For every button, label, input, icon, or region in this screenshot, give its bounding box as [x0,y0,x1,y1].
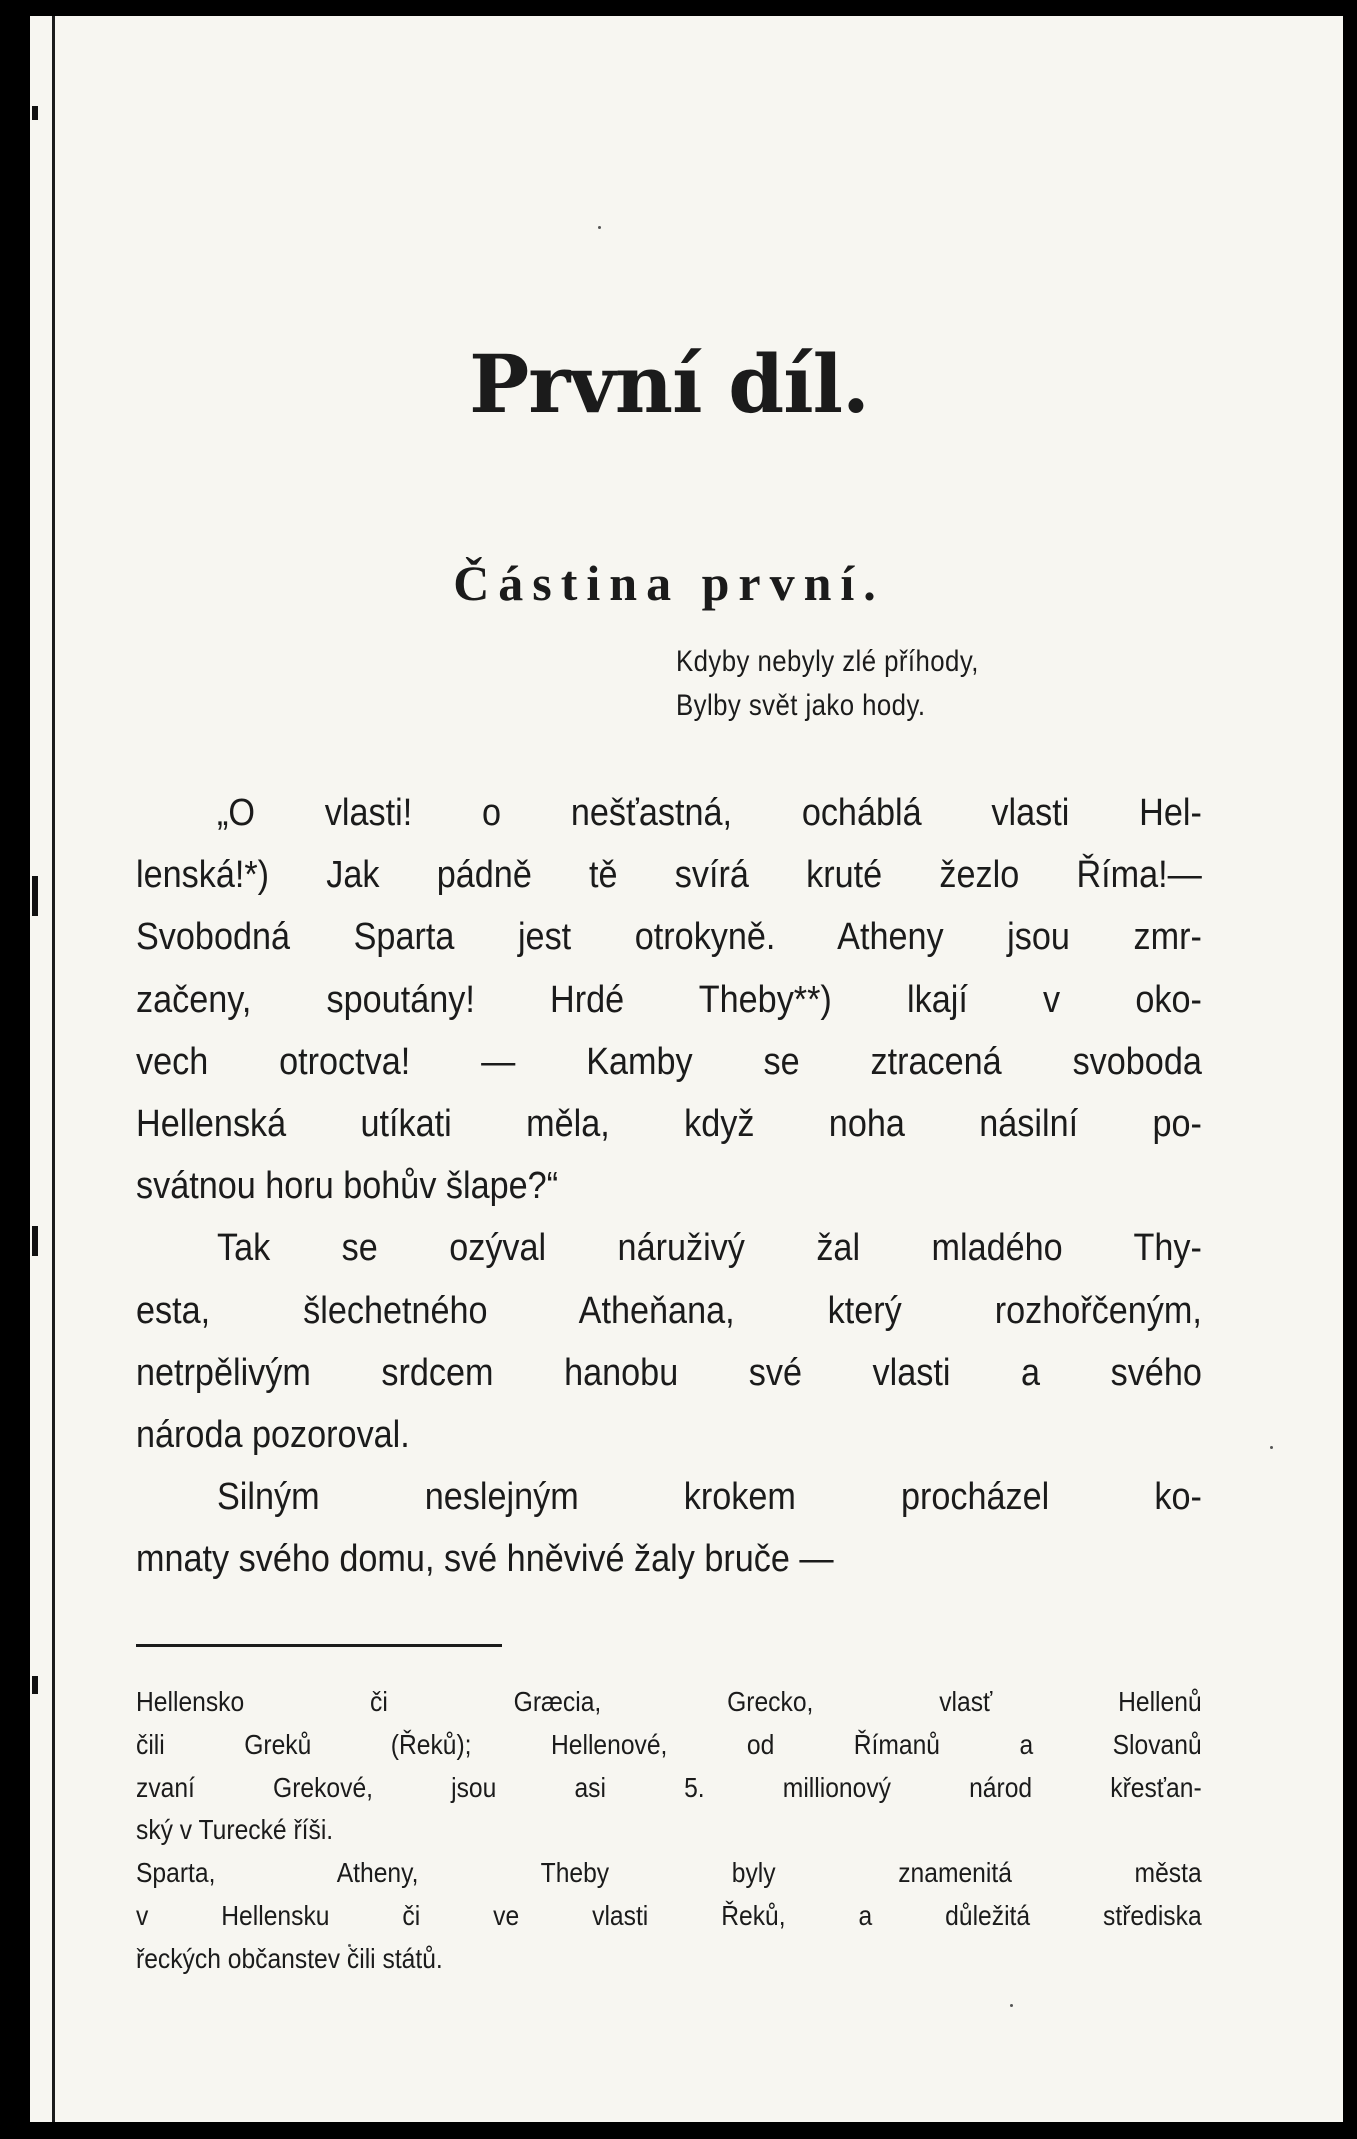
footnotes [136,1681,1202,1981]
text-line: vech otroctva! — Kamby se ztracená svoboda [136,1040,1202,1083]
text-line: Tak se ozýval náruživý žal mladého Thy- [217,1227,1202,1270]
footnote-line: ský v Turecké říši. [136,1814,334,1846]
footnote-rule [136,1644,502,1647]
text-line: Hellenská utíkati měla, když noha násilní po- [136,1102,1202,1145]
paper-speck [1010,2004,1013,2007]
epigraph [676,640,979,728]
text-line: svátnou horu bohův šlape?“ [136,1165,559,1208]
text-line: Svobodná Sparta jest otrokyně. Atheny jsou zmr- [136,916,1202,959]
text-line: mnaty svého domu, své hněvivé žaly bruče — [136,1538,834,1581]
footnote-line: čili Greků (Řeků); Hellenové, od Římanů a Slovanů [136,1728,1202,1760]
text-line: začeny, spoutány! Hrdé Theby**) lkají v oko- [136,978,1202,1021]
epigraph-line: Bylby svět jako hody. [676,689,926,722]
epigraph-line: Kdyby nebyly zlé příhody, [676,645,979,678]
footnote-line: zvaní Grekové, jsou asi 5. millionový národ křesťan- [136,1771,1202,1803]
footnote-line: Hellensko či Græcia, Grecko, vlasť Hellenů [136,1686,1202,1717]
section-title: Částina první. [453,555,885,611]
part-title: První díl. [469,337,869,431]
text-line: netrpělivým srdcem hanobu své vlasti a svého [136,1351,1202,1394]
page-binding-edge [52,16,55,2122]
footnote-line: v Hellensku či ve vlasti Řeků, a důležitá střediska [136,1899,1202,1931]
footnote-line: Sparta, Atheny, Theby byly znamenitá města [136,1857,1202,1889]
text-line: lenská!*) Jak pádně tě svírá kruté žezlo Říma!— [136,854,1202,897]
text-line: Silným neslejným krokem procházel ko- [217,1476,1202,1519]
binding-mark [32,876,38,916]
paper-speck [598,226,601,229]
binding-mark [32,1676,38,1694]
paper-speck [1270,1446,1273,1449]
binding-mark [32,106,38,120]
text-line: esta, šlechetného Atheňana, který rozhořčeným, [136,1289,1202,1332]
text-line: národa pozoroval. [136,1413,410,1456]
body-text [136,782,1202,1590]
book-page [30,16,1343,2122]
binding-mark [32,1226,38,1256]
text-line: „O vlasti! o nešťastná, ocháblá vlasti Hel- [217,792,1202,834]
footnote-line: řeckých občanstev čili států. [136,1942,443,1974]
